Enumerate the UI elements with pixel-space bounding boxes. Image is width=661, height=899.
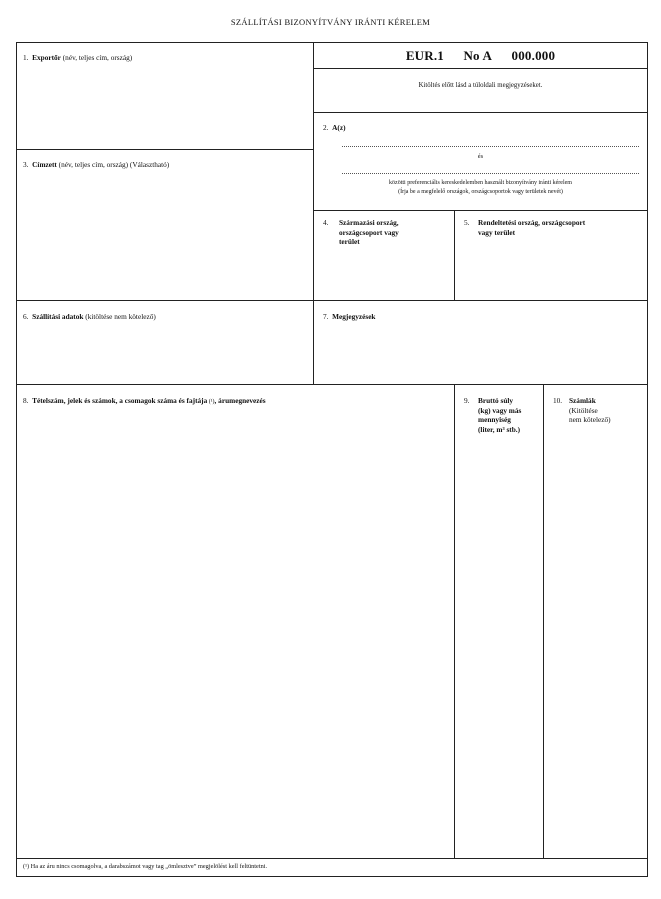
transport-box[interactable] [17, 301, 314, 385]
instructions-text: Kitöltés előtt lásd a túloldali megjegyzéseket. [418, 82, 543, 89]
countries-note-1: közötti preferenciális kereskedelemben használt bizonyítvány iránti kérelem [389, 180, 572, 186]
and-word: és [477, 153, 484, 160]
transport-hint: (kitöltése nem kötelező) [83, 312, 156, 321]
invoices-hint-1: (Kitöltése [569, 405, 598, 415]
country-line-1[interactable] [342, 146, 639, 147]
invoices-label [553, 396, 611, 425]
origin-num: 4. [323, 218, 329, 227]
countries-note-2: (Írja be a megfelelő országok, országcsoportok vagy területek nevét) [398, 189, 563, 195]
exporter-title: Exportőr [32, 53, 61, 62]
destination-num: 5. [464, 218, 470, 227]
origin-title-2: országcsoport vagy [339, 227, 399, 237]
invoices-num: 10. [553, 396, 563, 405]
country-line-2[interactable] [342, 173, 639, 174]
eur1-header [314, 43, 647, 69]
gross-weight-title-3: mennyiség [478, 415, 511, 424]
exporter-label [23, 53, 132, 63]
goods-label [23, 396, 266, 408]
transport-title: Szállítási adatok [32, 312, 84, 321]
destination-label [464, 218, 585, 237]
origin-label [323, 218, 399, 247]
gross-weight-title-1: Bruttó súly [478, 396, 514, 405]
gross-weight-title-4: (liter, m³ stb.) [478, 424, 521, 434]
footnote-text: (¹) Ha az áru nincs csomagolva, a darabszámot vagy tag „ömlesztve” megjelölést kell feltüntetni. [23, 863, 268, 870]
invoices-box[interactable] [544, 385, 647, 858]
transport-label [23, 312, 156, 322]
instructions-box [314, 69, 647, 113]
consignee-label [23, 160, 169, 170]
footnote-box [17, 858, 647, 876]
countries-box[interactable] [314, 113, 647, 211]
gross-weight-label [464, 396, 521, 434]
destination-title-1: Rendeltetési ország, országcsoport [478, 218, 586, 227]
exporter-hint: (név, teljes cím, ország) [60, 53, 133, 62]
exporter-box[interactable] [17, 43, 314, 149]
invoices-title: Számlák [569, 396, 596, 405]
form-code: EUR.1 [405, 48, 445, 63]
remarks-label [323, 312, 376, 322]
goods-title-rest: , árumegnevezés [214, 396, 266, 405]
goods-num: 8. [23, 396, 29, 405]
remarks-num: 7. [323, 312, 329, 321]
consignee-box[interactable] [17, 149, 314, 301]
gross-weight-num: 9. [464, 396, 470, 405]
countries-title: A(z) [332, 123, 346, 132]
number-label: No A [463, 48, 493, 63]
invoices-hint-2: nem kötelező) [569, 415, 611, 424]
origin-title-3: terület [339, 237, 360, 246]
countries-label [323, 123, 346, 133]
destination-title-2: vagy terület [478, 227, 516, 237]
gross-weight-title-2: (kg) vagy más [478, 405, 522, 415]
exporter-num: 1. [23, 53, 29, 62]
origin-title-1: Származási ország, [339, 218, 399, 227]
consignee-title: Címzett [32, 160, 57, 169]
origin-box[interactable] [314, 211, 455, 301]
consignee-hint: (név, teljes cím, ország) (Választható) [56, 160, 170, 169]
destination-box[interactable] [455, 211, 647, 301]
goods-title: Tételszám, jelek és számok, a csomagok száma és fajtája [32, 396, 208, 405]
goods-box[interactable] [17, 385, 455, 858]
goods-footnote-ref: (¹) [207, 399, 215, 405]
gross-weight-box[interactable] [455, 385, 544, 858]
form-frame [16, 42, 648, 877]
page-title: SZÁLLÍTÁSI BIZONYÍTVÁNY IRÁNTI KÉRELEM [230, 17, 431, 27]
countries-num: 2. [323, 123, 329, 132]
transport-num: 6. [23, 312, 29, 321]
consignee-num: 3. [23, 160, 29, 169]
remarks-box[interactable] [314, 301, 647, 385]
remarks-title: Megjegyzések [332, 312, 376, 321]
certificate-number: 000.000 [511, 48, 556, 63]
